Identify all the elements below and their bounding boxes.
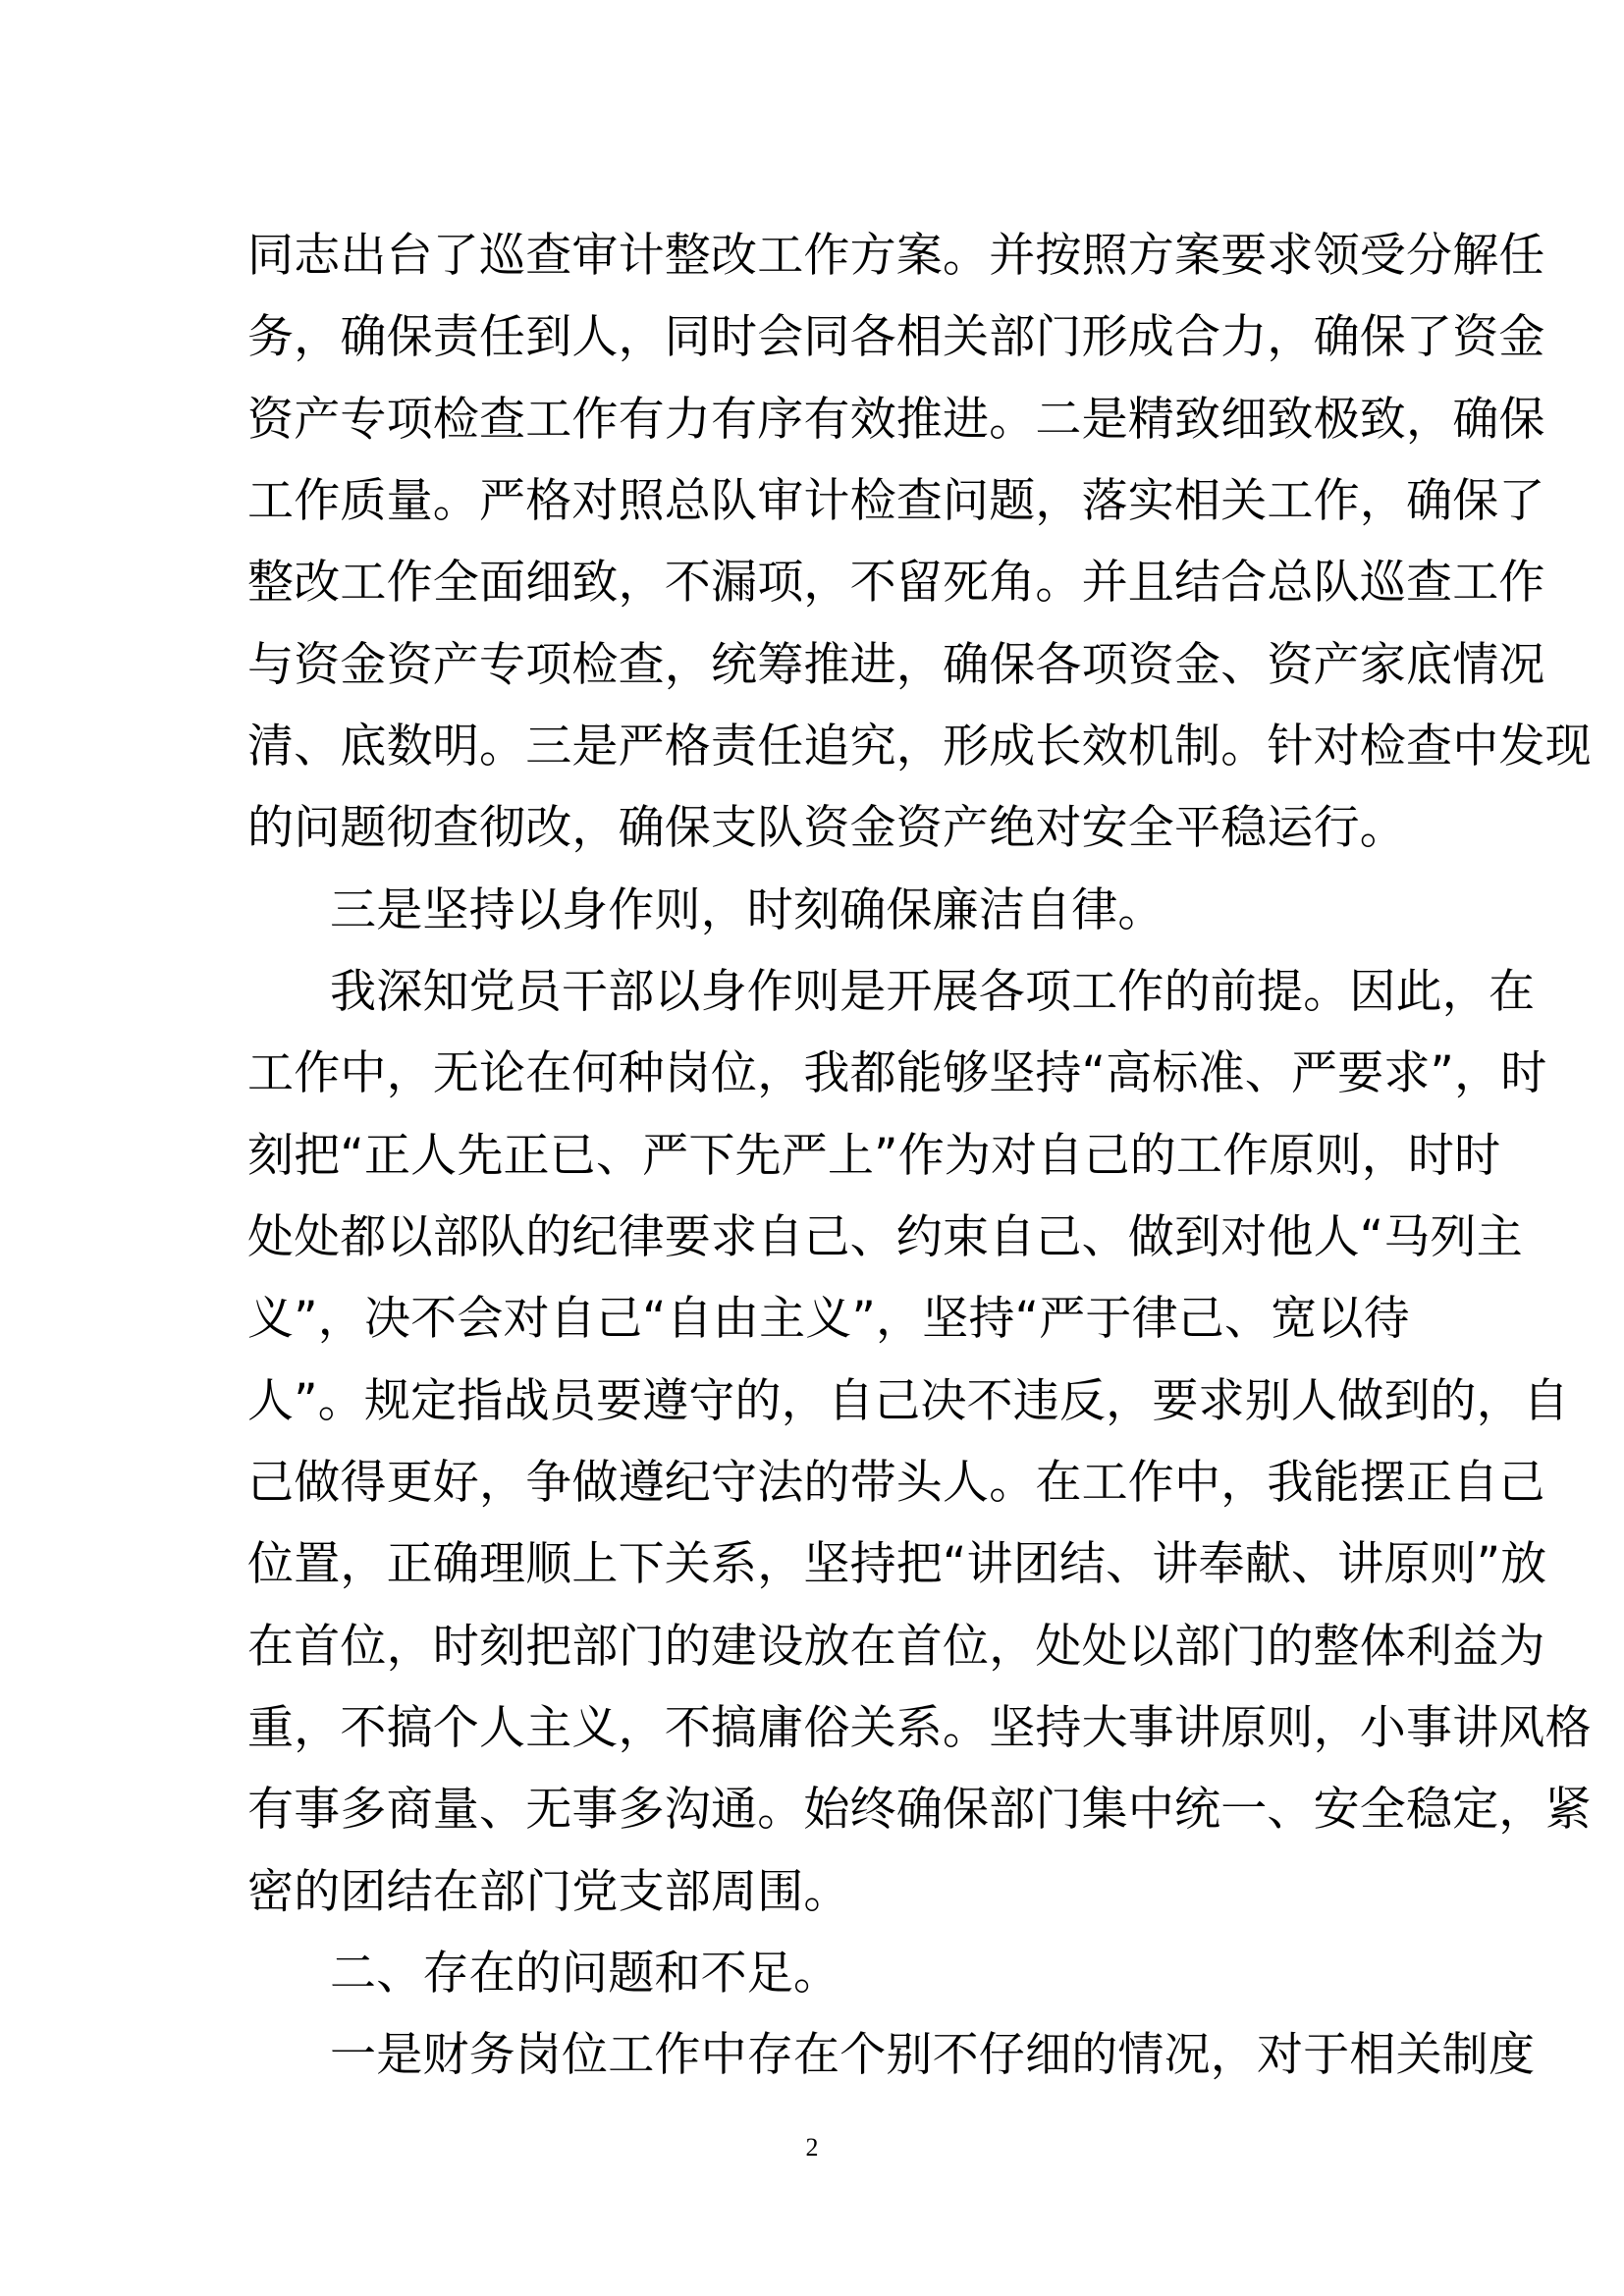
text-line: 的问题彻查彻改，确保支队资金资产绝对安全平稳运行。 bbox=[247, 801, 1406, 856]
text-line: 在首位，时刻把部门的建设放在首位，处处以部门的整体利益为 bbox=[247, 1619, 1545, 1674]
page-number: 2 bbox=[805, 2133, 819, 2162]
text-line: 人”。规定指战员要遵守的，自己决不违反，要求别人做到的，自 bbox=[247, 1373, 1570, 1428]
text-line: 工作中，无论在何种岗位，我都能够坚持“高标准、严要求”，时 bbox=[247, 1046, 1547, 1101]
text-line: 有事多商量、无事多沟通。始终确保部门集中统一、安全稳定，紧 bbox=[247, 1783, 1592, 1838]
document-body bbox=[247, 215, 1592, 2097]
text-line: 己做得更好，争做遵纪守法的带头人。在工作中，我能摆正自己 bbox=[247, 1455, 1545, 1510]
text-line: 重，不搞个人主义，不搞庸俗关系。坚持大事讲原则，小事讲风格 bbox=[247, 1700, 1592, 1755]
text-line: 刻把“正人先正已、严下先严上”作为对自己的工作原则，时时 bbox=[247, 1128, 1501, 1183]
text-line: 与资金资产专项检查，统筹推进，确保各项资金、资产家底情况 bbox=[247, 637, 1545, 692]
section-heading: 二、存在的问题和不足。 bbox=[330, 1946, 840, 2001]
text-line: 义”，决不会对自己“自由主义”，坚持“严于律己、宽以待 bbox=[247, 1292, 1410, 1347]
text-line: 务，确保责任到人，同时会同各相关部门形成合力，确保了资金 bbox=[247, 310, 1545, 365]
text-line: 我深知党员干部以身作则是开展各项工作的前提。因此，在 bbox=[330, 964, 1536, 1019]
text-line: 位置，正确理顺上下关系，坚持把“讲团结、讲奉献、讲原则”放 bbox=[247, 1537, 1547, 1592]
text-line: 资产专项检查工作有力有序有效推进。二是精致细致极致，确保 bbox=[247, 392, 1545, 447]
text-line: 同志出台了巡查审计整改工作方案。并按照方案要求领受分解任 bbox=[247, 229, 1545, 283]
subheading: 三是坚持以身作则，时刻确保廉洁自律。 bbox=[330, 882, 1164, 937]
text-line: 工作质量。严格对照总队审计检查问题，落实相关工作，确保了 bbox=[247, 473, 1545, 528]
text-line: 一是财务岗位工作中存在个别不仔细的情况，对于相关制度 bbox=[330, 2028, 1536, 2083]
text-line: 处处都以部队的纪律要求自己、约束自己、做到对他人“马列主 bbox=[247, 1209, 1523, 1264]
text-line: 密的团结在部门党支部周围。 bbox=[247, 1864, 850, 1919]
text-line: 整改工作全面细致，不漏项，不留死角。并且结合总队巡查工作 bbox=[247, 556, 1545, 611]
text-line: 清、底数明。三是严格责任追究，形成长效机制。针对检查中发现 bbox=[247, 719, 1592, 774]
